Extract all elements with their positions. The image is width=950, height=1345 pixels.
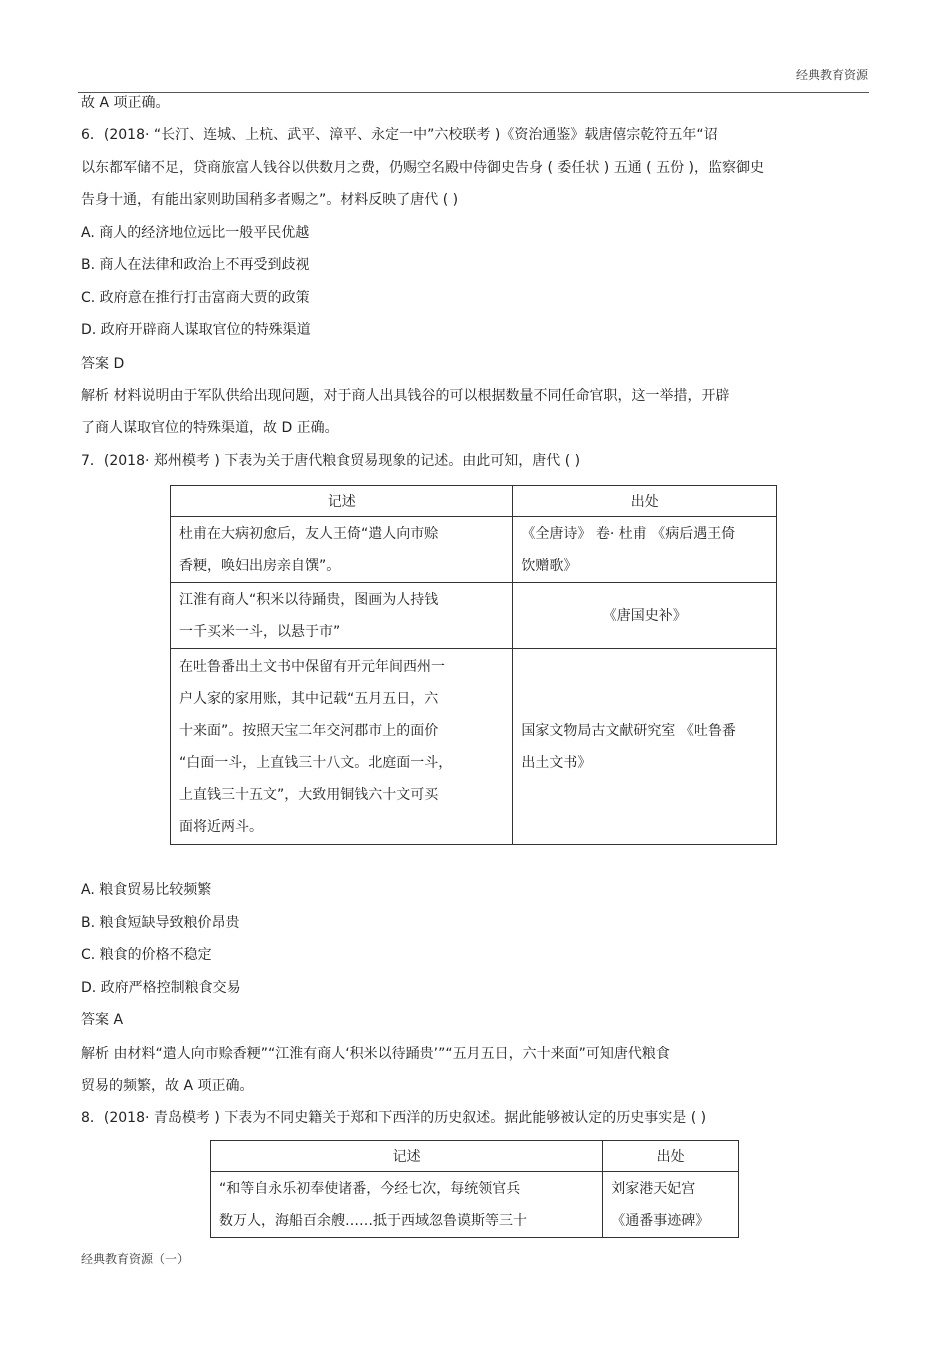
header-divider: [78, 92, 869, 93]
table-row: [171, 517, 777, 583]
table-header-row: [211, 1141, 739, 1172]
cell-line: 香粳，唤妇出房亲自馔”。: [179, 557, 341, 574]
source-cell: [513, 517, 777, 583]
q7-stem: 7．(2018· 郑州模考 ) 下表为关于唐代粮食贸易现象的记述。由此可知，唐代 ( ): [81, 453, 581, 469]
cell-line: 一千买米一斗，以悬于市”: [179, 623, 341, 640]
q6-option-c: C. 政府意在推行打击富商大贾的政策: [81, 290, 310, 306]
q7-option-c: C. 粮食的价格不稳定: [81, 947, 212, 963]
cell-line: 数万人，海船百余艘……抵于西域忽鲁谟斯等三十: [219, 1212, 527, 1229]
cell-line: 上直钱三十五文”，大致用铜钱六十文可买: [179, 786, 439, 803]
cell-line: 出土文书》: [521, 754, 592, 771]
table-header-row: [171, 486, 777, 517]
q7-option-d: D. 政府严格控制粮食交易: [81, 980, 241, 996]
q7-option-b: B. 粮食短缺导致粮价昂贵: [81, 915, 240, 931]
q7-option-a: A. 粮食贸易比较频繁: [81, 882, 212, 898]
cell-line: 十来面”。按照天宝二年交河郡市上的面价: [179, 722, 439, 739]
q6-analysis-line-1: 解析 材料说明由于军队供给出现问题，对于商人出具钱谷的可以根据数量不同任命官职，这一举措，开辟: [81, 388, 730, 404]
record-cell: [171, 583, 513, 649]
cell-line: 户人家的家用账，其中记载“五月五日，六: [179, 690, 439, 707]
table-row: [171, 583, 777, 649]
page-header-text: 经典教育资源: [795, 68, 868, 82]
q7-table: [170, 485, 777, 845]
table-header-source: 出处: [513, 486, 777, 517]
table-row: [171, 649, 777, 845]
q6-stem-line-1: 6．(2018· “长汀、连城、上杭、武平、漳平、永定一中”六校联考 )《资治通鉴》载唐僖宗乾符五年“诏: [81, 127, 718, 143]
q7-answer: 答案 A: [81, 1012, 124, 1028]
record-cell: [171, 517, 513, 583]
q6-option-b: B. 商人在法律和政治上不再受到歧视: [81, 257, 310, 273]
cell-line: 饮赠歌》: [521, 557, 578, 574]
q6-stem-line-2: 以东都军储不足，贷商旅富人钱谷以供数月之费，仍赐空名殿中侍御史告身 ( 委任状 ) 五通 ( 五份 )，监察御史: [81, 160, 764, 176]
prev-question-tail: 故 A 项正确。: [81, 95, 170, 111]
cell-line: 《全唐诗》 卷· 杜甫 《病后遇王倚: [521, 525, 736, 542]
cell-line: 江淮有商人“积米以待踊贵，图画为人持钱: [179, 591, 439, 608]
table-header-record: 记述: [211, 1141, 603, 1172]
table-header-source: 出处: [603, 1141, 739, 1172]
q6-analysis-line-2: 了商人谋取官位的特殊渠道，故 D 正确。: [81, 420, 339, 436]
q6-answer: 答案 D: [81, 356, 125, 372]
record-cell: [171, 649, 513, 845]
cell-line: 面将近两斗。: [179, 818, 263, 835]
cell-line: 刘家港天妃宫: [611, 1180, 696, 1197]
cell-line: 杜甫在大病初愈后，友人王倚“遣人向市赊: [179, 525, 439, 542]
q8-stem: 8．(2018· 青岛模考 ) 下表为不同史籍关于郑和下西洋的历史叙述。据此能够被认定的历史事实是 ( ): [81, 1110, 707, 1126]
cell-line: 国家文物局古文献研究室 《吐鲁番: [521, 722, 736, 739]
q8-table: [210, 1140, 739, 1238]
record-cell: [211, 1172, 603, 1238]
q6-option-a: A. 商人的经济地位远比一般平民优越: [81, 225, 310, 241]
q6-option-d: D. 政府开辟商人谋取官位的特殊渠道: [81, 322, 311, 338]
q7-analysis-line-2: 贸易的频繁，故 A 项正确。: [81, 1078, 254, 1094]
table-header-record: 记述: [171, 486, 513, 517]
q7-analysis-line-1: 解析 由材料“遣人向市赊香粳”“江淮有商人‘积米以待踊贵’”“五月五日，六十来面”可知唐代粮食: [81, 1046, 670, 1062]
cell-line: “白面一斗，上直钱三十八文。北庭面一斗，: [179, 754, 453, 771]
source-cell: [513, 649, 777, 845]
cell-line: 《唐国史补》: [602, 607, 687, 624]
cell-line: 在吐鲁番出土文书中保留有开元年间西州一: [179, 658, 445, 675]
page-footer-text: 经典教育资源（一）: [81, 1252, 190, 1266]
table-row: [211, 1172, 739, 1238]
cell-line: 《通番事迹碑》: [611, 1212, 710, 1229]
source-cell: [513, 583, 777, 649]
cell-line: “和等自永乐初奉使诸番，今经七次，每统领官兵: [219, 1180, 521, 1197]
source-cell: [603, 1172, 739, 1238]
q6-stem-line-3: 告身十通，有能出家则助国稍多者赐之”。材料反映了唐代 ( ): [81, 192, 459, 208]
